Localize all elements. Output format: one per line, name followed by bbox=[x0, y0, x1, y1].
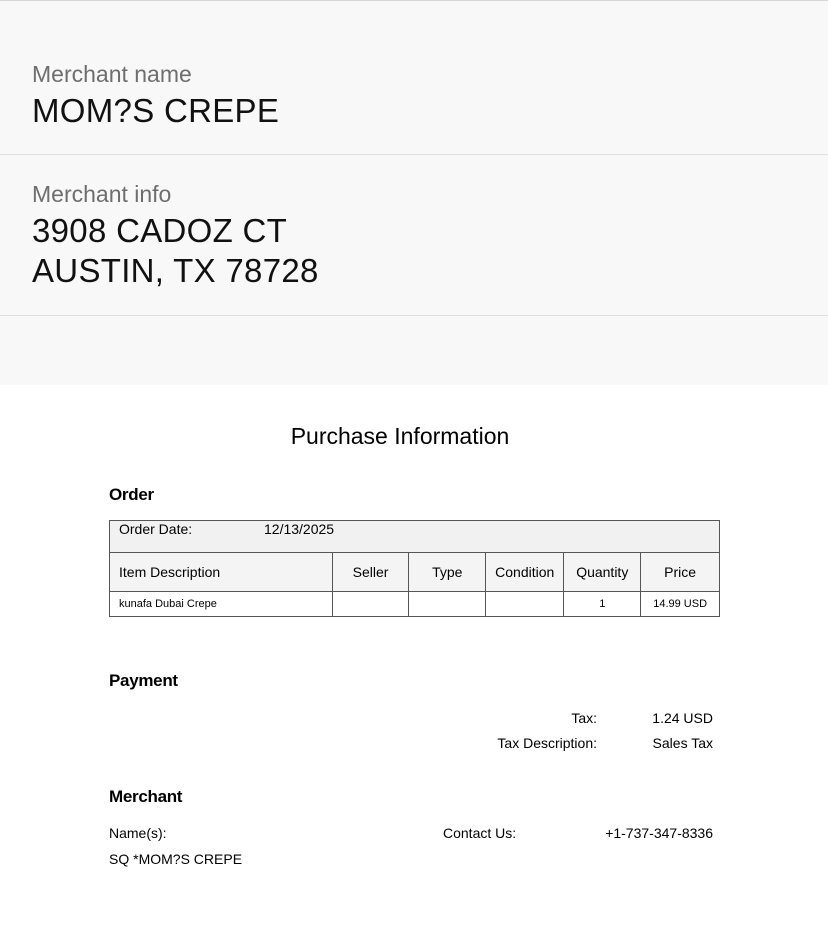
tax-label: Tax: bbox=[571, 710, 597, 726]
order-table bbox=[109, 520, 720, 617]
merchant-info-value bbox=[32, 211, 796, 291]
tax-description-label: Tax Description: bbox=[497, 735, 597, 751]
merchant-address-line2: AUSTIN, TX 78728 bbox=[32, 252, 319, 289]
tax-description-value: Sales Tax bbox=[652, 735, 713, 751]
item-description: kunafa Dubai Crepe bbox=[110, 592, 333, 617]
item-quantity: 1 bbox=[564, 592, 641, 617]
payment-heading: Payment bbox=[109, 671, 178, 690]
merchant-names-label: Name(s): bbox=[109, 825, 167, 841]
merchant-header bbox=[0, 0, 828, 385]
merchant-names-value: SQ *MOM?S CREPE bbox=[109, 851, 243, 867]
column-header-item-description: Item Description bbox=[110, 553, 333, 592]
merchant-info-section bbox=[0, 155, 828, 316]
column-header-type: Type bbox=[409, 553, 486, 592]
column-header-seller: Seller bbox=[332, 553, 409, 592]
merchant-name-value: MOM?S CREPE bbox=[32, 92, 280, 129]
merchant-info-label: Merchant info bbox=[32, 181, 172, 207]
column-header-condition: Condition bbox=[486, 553, 564, 592]
table-row bbox=[110, 592, 720, 617]
contact-value: +1-737-347-8336 bbox=[605, 825, 713, 841]
merchant-name-section bbox=[0, 1, 828, 155]
item-price: 14.99 USD bbox=[641, 592, 720, 617]
order-heading: Order bbox=[109, 485, 154, 504]
document-title: Purchase Information bbox=[290, 423, 510, 449]
order-date-label: Order Date: bbox=[119, 521, 193, 537]
order-date-row bbox=[110, 521, 720, 553]
merchant-name-label: Merchant name bbox=[32, 61, 192, 87]
item-type bbox=[409, 592, 486, 617]
order-header-row bbox=[110, 553, 720, 592]
item-seller bbox=[332, 592, 409, 617]
order-date-value: 12/13/2025 bbox=[264, 521, 335, 537]
column-header-price: Price bbox=[641, 553, 720, 592]
column-header-quantity: Quantity bbox=[564, 553, 641, 592]
merchant-address-line1: 3908 CADOZ CT bbox=[32, 212, 288, 249]
item-condition bbox=[486, 592, 564, 617]
contact-label: Contact Us: bbox=[443, 825, 517, 841]
merchant-heading: Merchant bbox=[109, 787, 183, 806]
tax-value: 1.24 USD bbox=[652, 710, 713, 726]
